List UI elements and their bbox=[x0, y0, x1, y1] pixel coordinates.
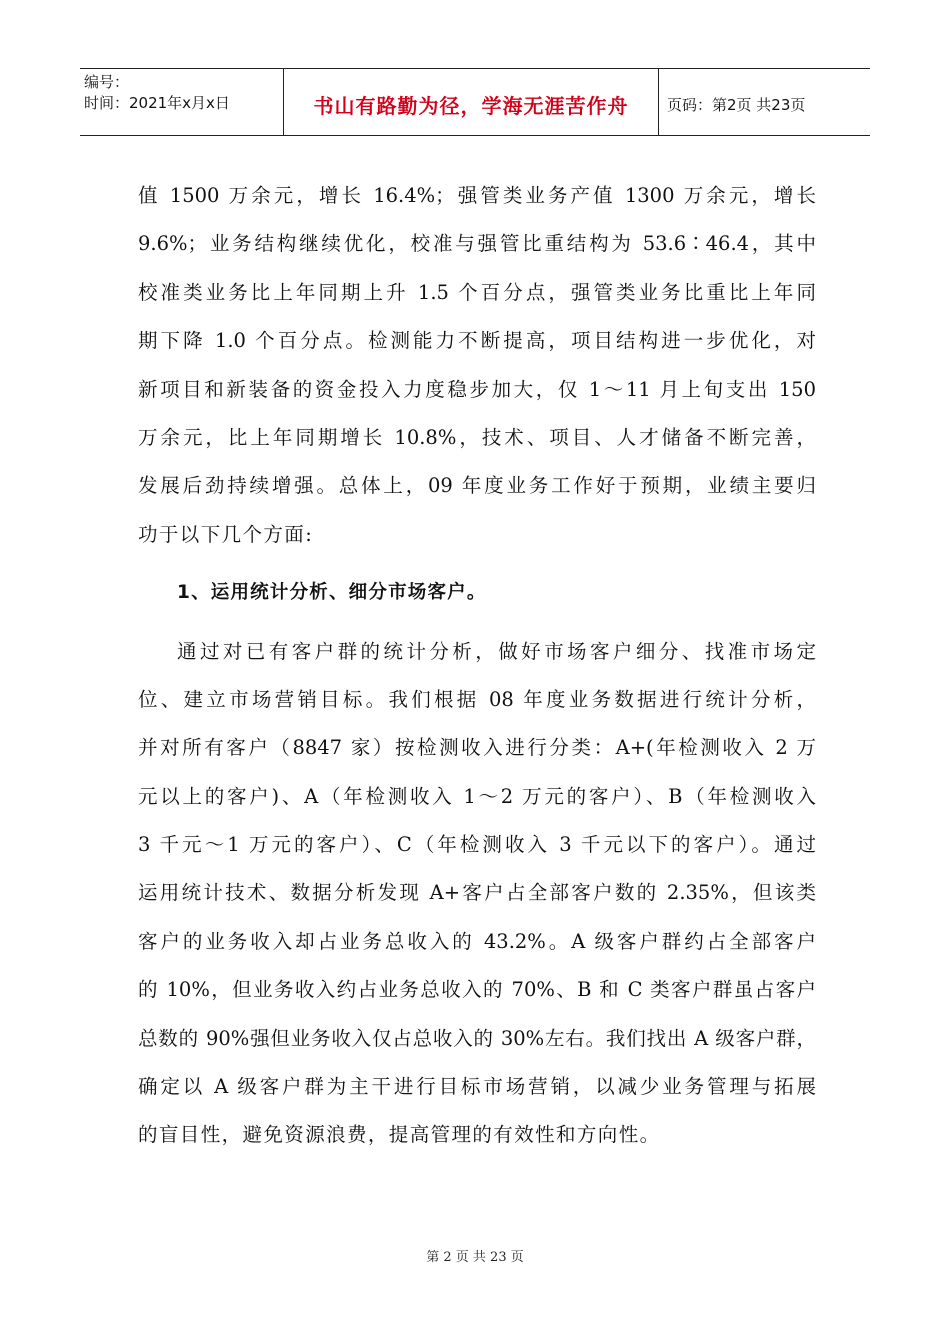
text-line: 位、建立市场营销目标。我们根据 08 年度业务数据进行统计分析， bbox=[138, 687, 816, 711]
text-line: 的 10%，但业务收入约占业务总收入的 70%、B 和 C 类客户群虽占客户 bbox=[138, 978, 816, 1002]
text-line: 值 1500 万余元，增长 16.4%；强管类业务产值 1300 万余元，增长 bbox=[138, 184, 816, 207]
text-line: 确定以 A 级客户群为主干进行目标市场营销，以减少业务管理与拓展 bbox=[138, 1075, 816, 1099]
text-line: 新项目和新装备的资金投入力度稳步加大，仅 1～11 月上旬支出 150 bbox=[138, 377, 816, 401]
header-motto: 书山有路勤为径，学海无涯苦作舟 bbox=[283, 69, 659, 135]
page-footer: 第 2 页 共 23 页 bbox=[426, 1250, 524, 1265]
document-number-label: 编号： bbox=[84, 73, 130, 91]
text-line: 校准类业务比上年同期上升 1.5 个百分点，强管类业务比重比上年同 bbox=[138, 280, 816, 304]
text-line: 的盲目性，避免资源浪费，提高管理的有效性和方向性。 bbox=[138, 1123, 661, 1147]
text-line: 通过对已有客户群的统计分析，做好市场客户细分、找准市场定 bbox=[177, 639, 816, 663]
text-line: 总数的 90%强但业务收入仅占总收入的 30%左右。我们找出 A 级客户群， bbox=[138, 1026, 816, 1050]
text-line: 万余元，比上年同期增长 10.8%，技术、项目、人才储备不断完善， bbox=[138, 425, 816, 449]
document-body bbox=[138, 172, 816, 1160]
text-line: 运用统计技术、数据分析发现 A+客户占全部客户数的 2.35%，但该类 bbox=[138, 881, 816, 905]
text-line: 期下降 1.0 个百分点。检测能力不断提高，项目结构进一步优化，对 bbox=[138, 329, 816, 353]
text-line: 并对所有客户（8847 家）按检测收入进行分类：A+(年检测收入 2 万 bbox=[138, 736, 816, 760]
text-line: 功于以下几个方面: bbox=[138, 522, 314, 546]
text-line: 3 千元～1 万元的客户）、C（年检测收入 3 千元以下的客户）。通过 bbox=[138, 833, 816, 857]
header-table bbox=[80, 68, 870, 136]
text-line: 客户的业务收入却占业务总收入的 43.2%。A 级客户群约占全部客户 bbox=[138, 929, 816, 953]
paragraph-2 bbox=[138, 628, 816, 1160]
document-date: 时间：2021年x月x日 bbox=[84, 94, 230, 112]
header-meta-cell bbox=[80, 69, 283, 135]
header-page-info: 页码：第2页 共23页 bbox=[667, 95, 806, 114]
text-line: 元以上的客户)、A（年检测收入 1～2 万元的客户）、B（年检测收入 bbox=[138, 784, 816, 808]
paragraph-1 bbox=[138, 172, 816, 559]
text-line: 9.6%；业务结构继续优化，校准与强管比重结构为 53.6∶46.4，其中 bbox=[138, 232, 816, 256]
text-line: 发展后劲持续增强。总体上，09 年度业务工作好于预期，业绩主要归 bbox=[138, 474, 816, 498]
section-heading: 1、运用统计分析、细分市场客户。 bbox=[177, 582, 487, 604]
